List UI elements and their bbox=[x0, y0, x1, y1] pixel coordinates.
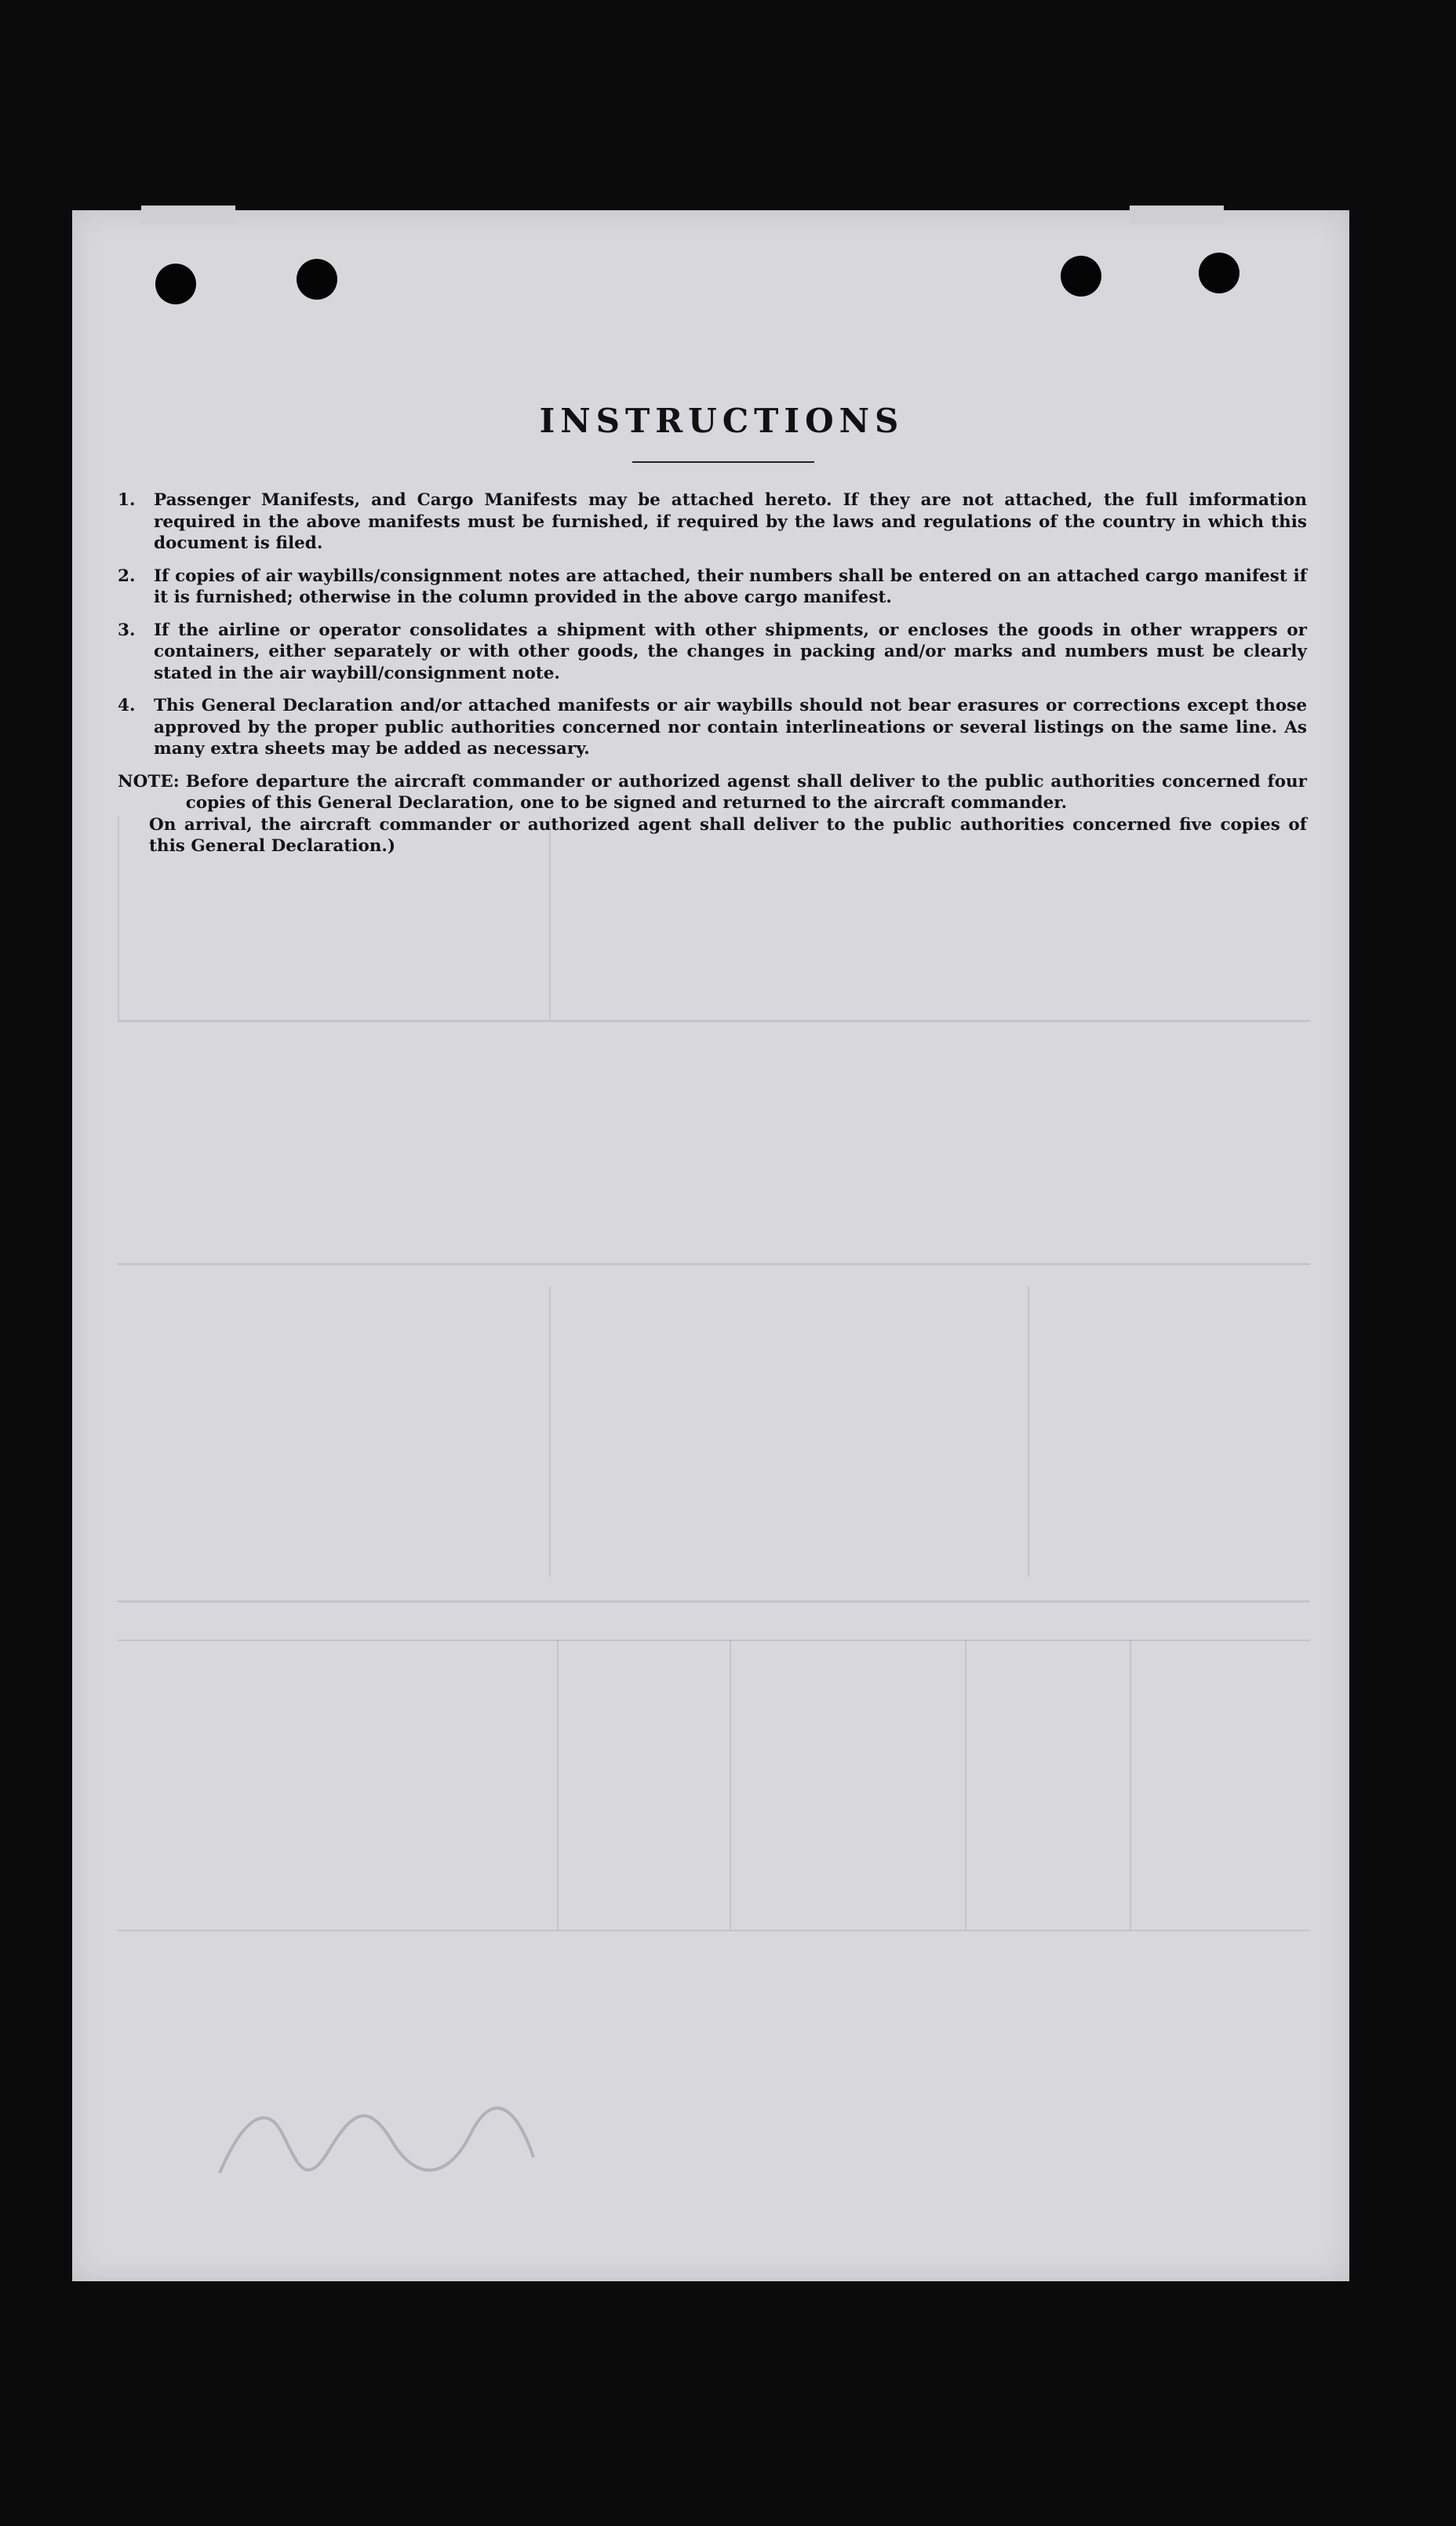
punch-hole bbox=[1199, 253, 1239, 293]
bleed-through-rule bbox=[118, 1640, 1310, 1641]
sheet-tab bbox=[141, 206, 235, 224]
instructions-heading: INSTRUCTIONS bbox=[539, 402, 905, 440]
instruction-item bbox=[118, 566, 1307, 609]
instruction-text: This General Declaration and/or attached manifests or air waybills should not bear erasures or corrections except those approved by the proper public authorities concerned nor contain interlineations or several listings on the same line. As many extra sheets may be added as necessary. bbox=[154, 696, 1307, 759]
bleed-through-rule bbox=[118, 1020, 1310, 1022]
bleed-through-rule bbox=[965, 1640, 966, 1930]
note-block bbox=[118, 771, 1307, 814]
sheet-tab bbox=[1130, 206, 1224, 224]
note-paragraph-2: On arrival, the aircraft commander or authorized agent shall deliver to the public authorities concerned five copies of this General Declaration.) bbox=[149, 814, 1307, 856]
bleed-through-rule bbox=[549, 1287, 551, 1577]
instruction-number: 4. bbox=[118, 696, 136, 715]
instructions-list bbox=[118, 490, 1307, 857]
instruction-text: If the airline or operator consolidates a shipment with other shipments, or encloses the goods in other wrappers or containers, either separately or with other goods, the changes in packing and/or marks and numbers must be clearly stated in the air waybill/consignment note. bbox=[154, 620, 1307, 683]
punch-hole bbox=[155, 264, 196, 304]
punch-hole bbox=[297, 259, 337, 300]
instruction-item bbox=[118, 620, 1307, 685]
bleed-through-rule bbox=[118, 1930, 1310, 1931]
instruction-number: 3. bbox=[118, 620, 136, 640]
instruction-text: Passenger Manifests, and Cargo Manifests may be attached hereto. If they are not attached, the full imformation required in the above manifests must be furnished, if required by the laws and regulations of the country in which this document is filed. bbox=[154, 490, 1307, 553]
instruction-number: 1. bbox=[118, 490, 136, 510]
bleed-through-rule bbox=[1130, 1640, 1131, 1930]
faint-signature bbox=[212, 2087, 541, 2197]
instruction-number: 2. bbox=[118, 566, 136, 586]
punch-hole bbox=[1061, 256, 1101, 297]
instruction-item bbox=[118, 490, 1307, 555]
bleed-through-rule bbox=[1028, 1287, 1029, 1577]
bleed-through-rule bbox=[118, 1600, 1310, 1603]
bleed-through-rule bbox=[730, 1640, 731, 1930]
note-label: NOTE: bbox=[118, 771, 180, 792]
note-paragraph-1: Before departure the aircraft commander or authorized agenst shall deliver to the public authorities concerned four copies of this General Declaration, one to be signed and returned to the aircraft commander. bbox=[185, 771, 1307, 813]
heading-underline bbox=[632, 461, 814, 463]
bleed-through-rule bbox=[118, 1263, 1310, 1265]
bleed-through-rule bbox=[557, 1640, 559, 1930]
instruction-item bbox=[118, 695, 1307, 760]
instruction-text: If copies of air waybills/consignment notes are attached, their numbers shall be entered on an attached cargo manifest if it is furnished; otherwise in the column provided in the above cargo manifest. bbox=[154, 566, 1307, 607]
